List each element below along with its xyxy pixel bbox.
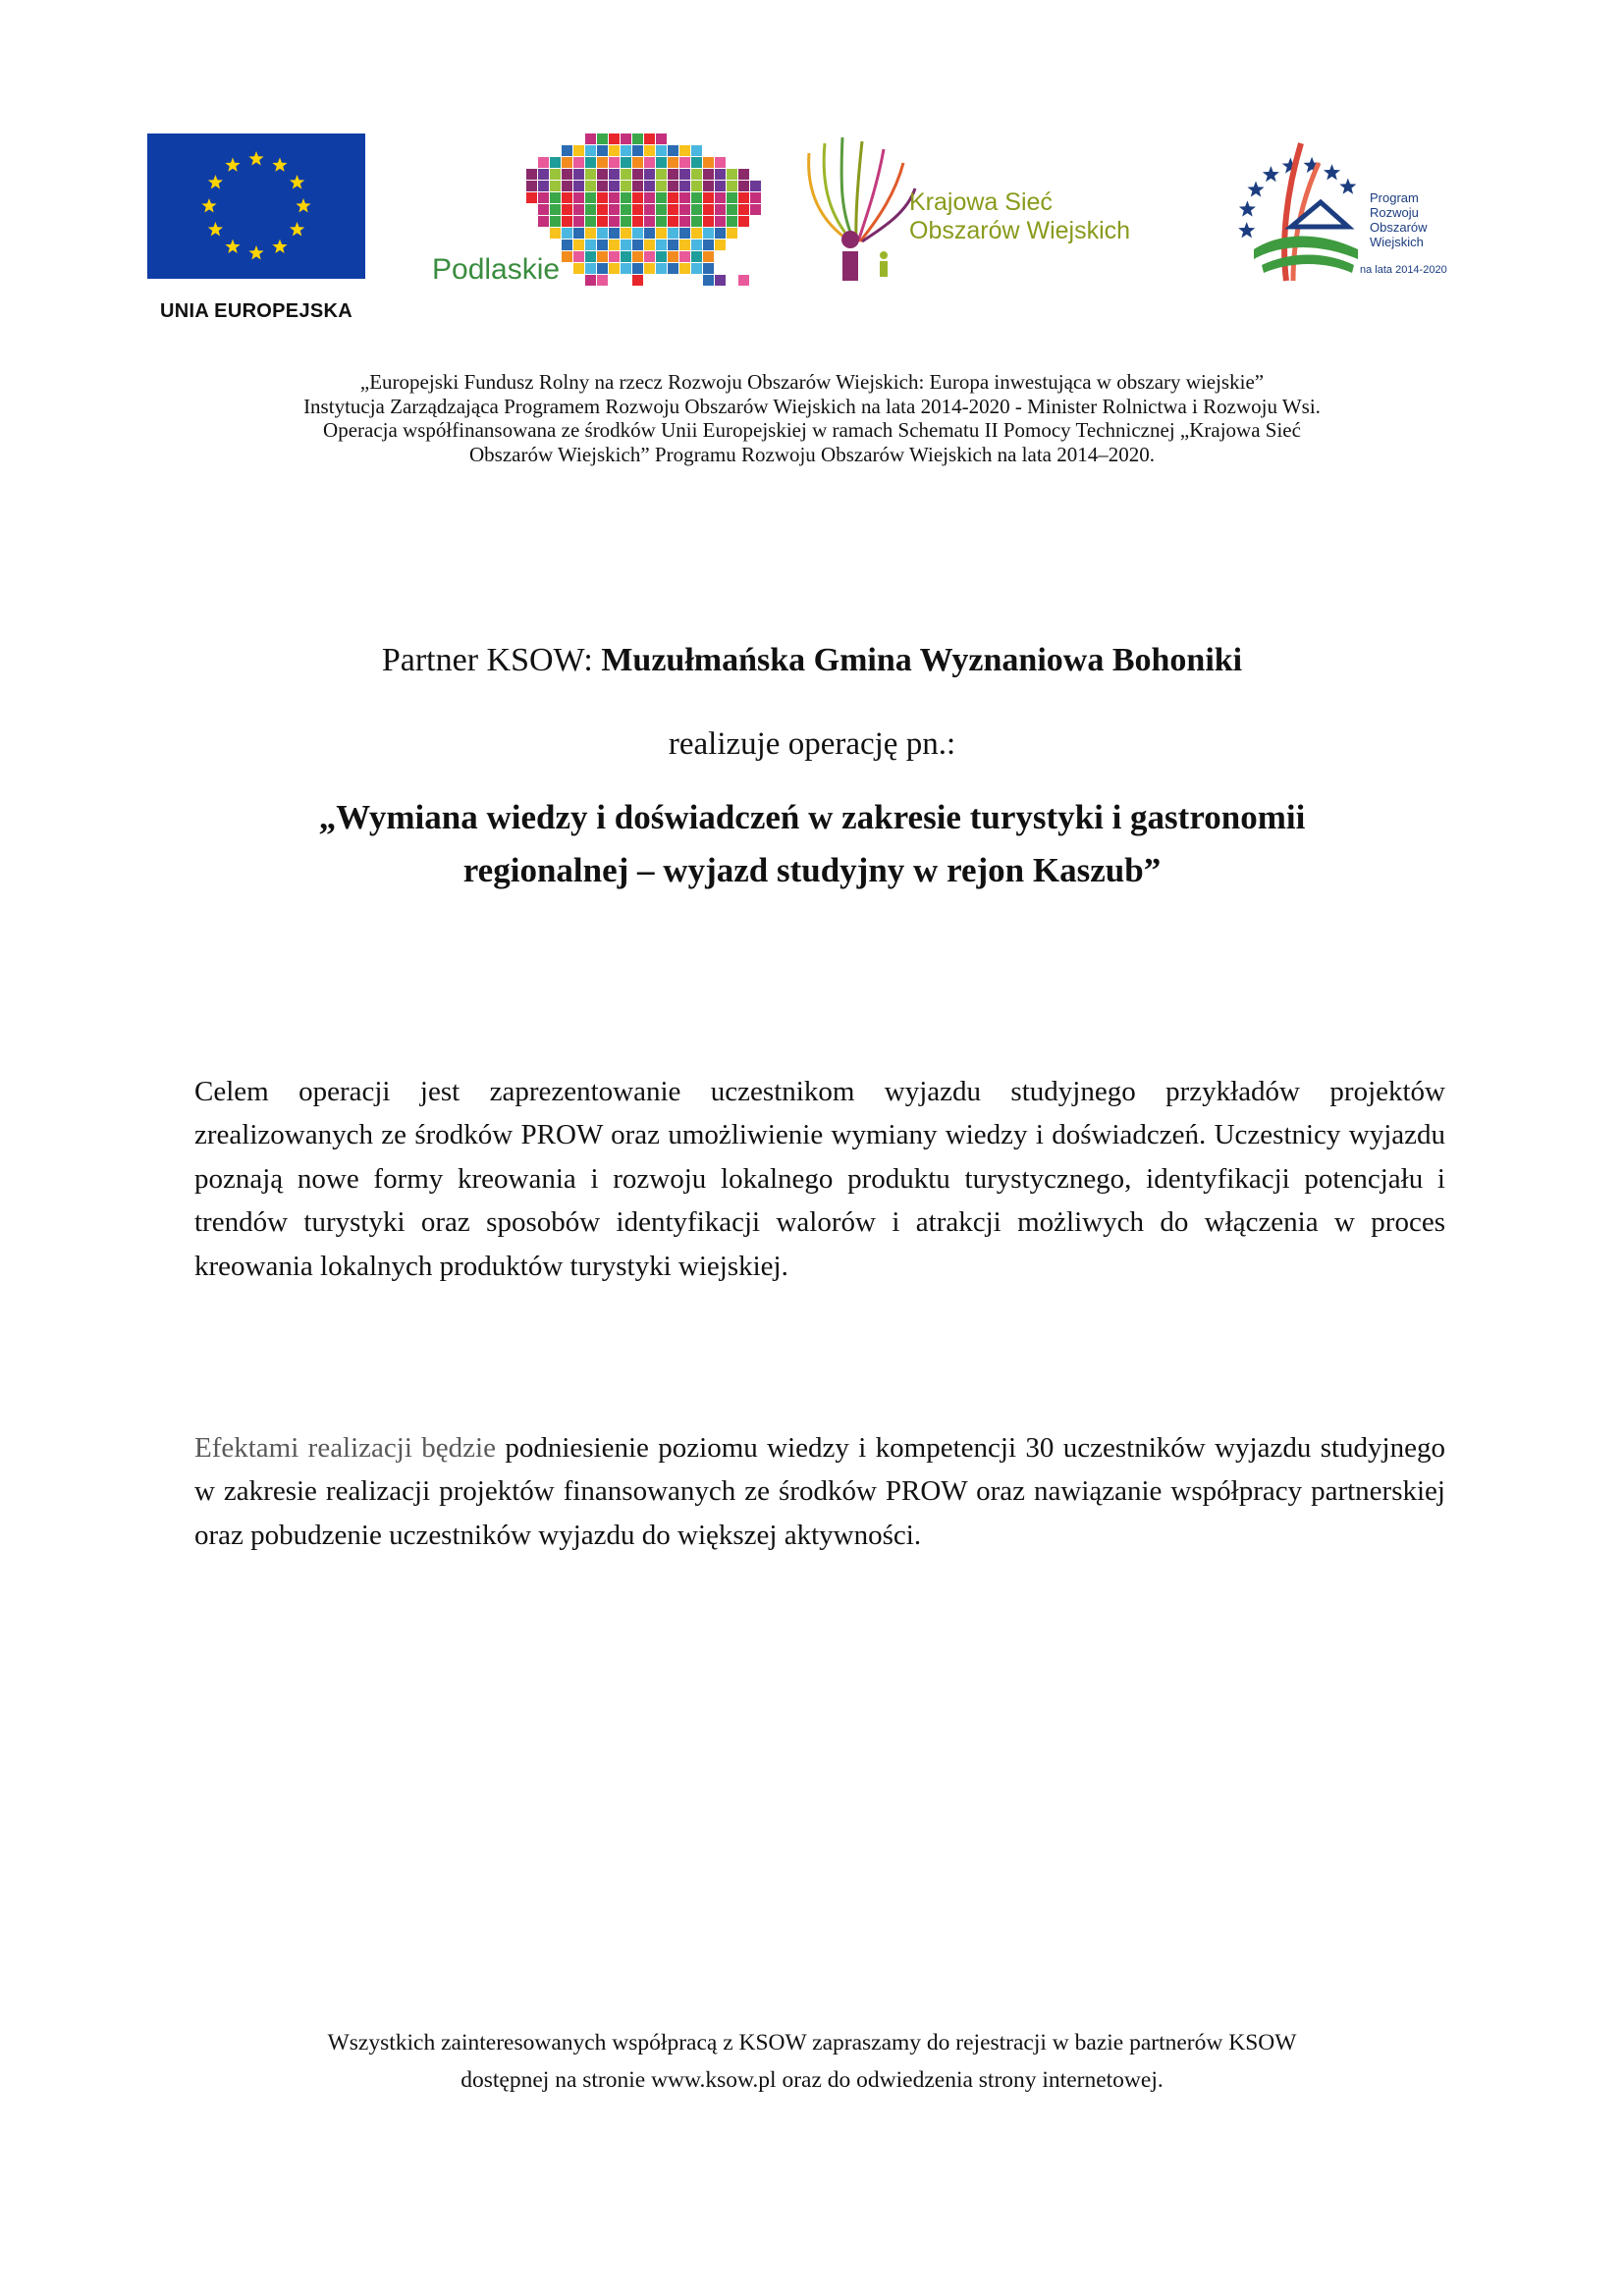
operation-title-line-2: regionalnej – wyjazd studyjny w rejon Kaszub”	[462, 851, 1162, 889]
notice-line-2: Instytucja Zarządzająca Programem Rozwoju Obszarów Wiejskich na lata 2014-2020 - Minister Rolnictwa i Rozwoju Wsi.	[303, 394, 1321, 418]
prow-word-2: Rozwoju	[1370, 205, 1419, 220]
prow-text	[1370, 190, 1428, 249]
effects-paragraph	[194, 1426, 1445, 1557]
ksow-dandelion-icon	[801, 133, 919, 291]
ksow-line-2: Obszarów Wiejskich	[909, 217, 1131, 244]
prow-emblem-icon	[1232, 133, 1370, 291]
goal-paragraph: Celem operacji jest zaprezentowanie uczestnikom wyjazdu studyjnego przykładów projektów zrealizowanych ze środków PROW oraz umożliwienie wymiany wiedzy i doświadczeń. Uczestnicy wyjazdu poznają nowe formy kreowania i rozwoju lokalnego produktu turystycznego, identyfikacji potencjału i trendów turystyki oraz sposobów identyfikacji walorów i atrakcji możliwych do włączenia w proces kreowania lokalnych produktów turystyki wiejskiej.	[194, 1076, 1445, 1282]
prow-years: na lata 2014-2020	[1360, 264, 1447, 276]
partner-line	[0, 642, 1624, 679]
prow-word-3: Obszarów	[1370, 220, 1428, 235]
prow-word-4: Wiejskich	[1370, 235, 1424, 249]
partner-name: Muzułmańska Gmina Wyznaniowa Bohoniki	[601, 642, 1243, 678]
footer-line-2: dostępnej na stronie www.ksow.pl oraz do odwiedzenia strony internetowej.	[460, 2067, 1164, 2093]
eu-caption: UNIA EUROPEJSKA	[159, 300, 352, 322]
effects-rest: podniesienie poziomu wiedzy i kompetencji 30 uczestników wyjazdu studyjnego w zakresie realizacji projektów finansowanych ze środków PROW oraz nawiązanie współpracy partnerskiej oraz pobudzenie uczestników wyjazdu do większej aktywności.	[194, 1432, 1445, 1551]
notice-line-1: „Europejski Fundusz Rolny na rzecz Rozwoju Obszarów Wiejskich: Europa inwestująca w obszary wiejskie”	[359, 370, 1265, 394]
funding-notice	[147, 370, 1477, 466]
operation-title	[216, 791, 1408, 897]
prow-logo	[1232, 133, 1488, 291]
ksow-line-1: Krajowa Sieć	[909, 188, 1053, 216]
footer-line-1: Wszystkich zainteresowanych współpracą z KSOW zapraszamy do rejestracji w bazie partnerów KSOW	[327, 2030, 1297, 2056]
prow-word-1: Program	[1370, 190, 1419, 205]
eu-flag-icon	[147, 133, 365, 279]
eu-logo	[147, 133, 365, 323]
notice-line-3: Operacja współfinansowana ze środków Unii Europejskiej w ramach Schematu II Pomocy Technicznej „Krajowa Sieć	[323, 418, 1301, 442]
operation-title-line-1: „Wymiana wiedzy i doświadczeń w zakresie turystyki i gastronomii	[318, 798, 1306, 836]
footer	[0, 2024, 1624, 2099]
notice-line-4: Obszarów Wiejskich” Programu Rozwoju Obszarów Wiejskich na lata 2014–2020.	[469, 442, 1155, 466]
realizuje-line: realizuje operację pn.:	[668, 726, 956, 762]
logo-bar	[147, 133, 1483, 330]
effects-lead: Efektami realizacji będzie	[194, 1432, 496, 1464]
partner-prefix: Partner KSOW:	[381, 642, 602, 678]
podlaskie-label: Podlaskie	[432, 253, 561, 286]
ksow-text	[909, 188, 1130, 245]
